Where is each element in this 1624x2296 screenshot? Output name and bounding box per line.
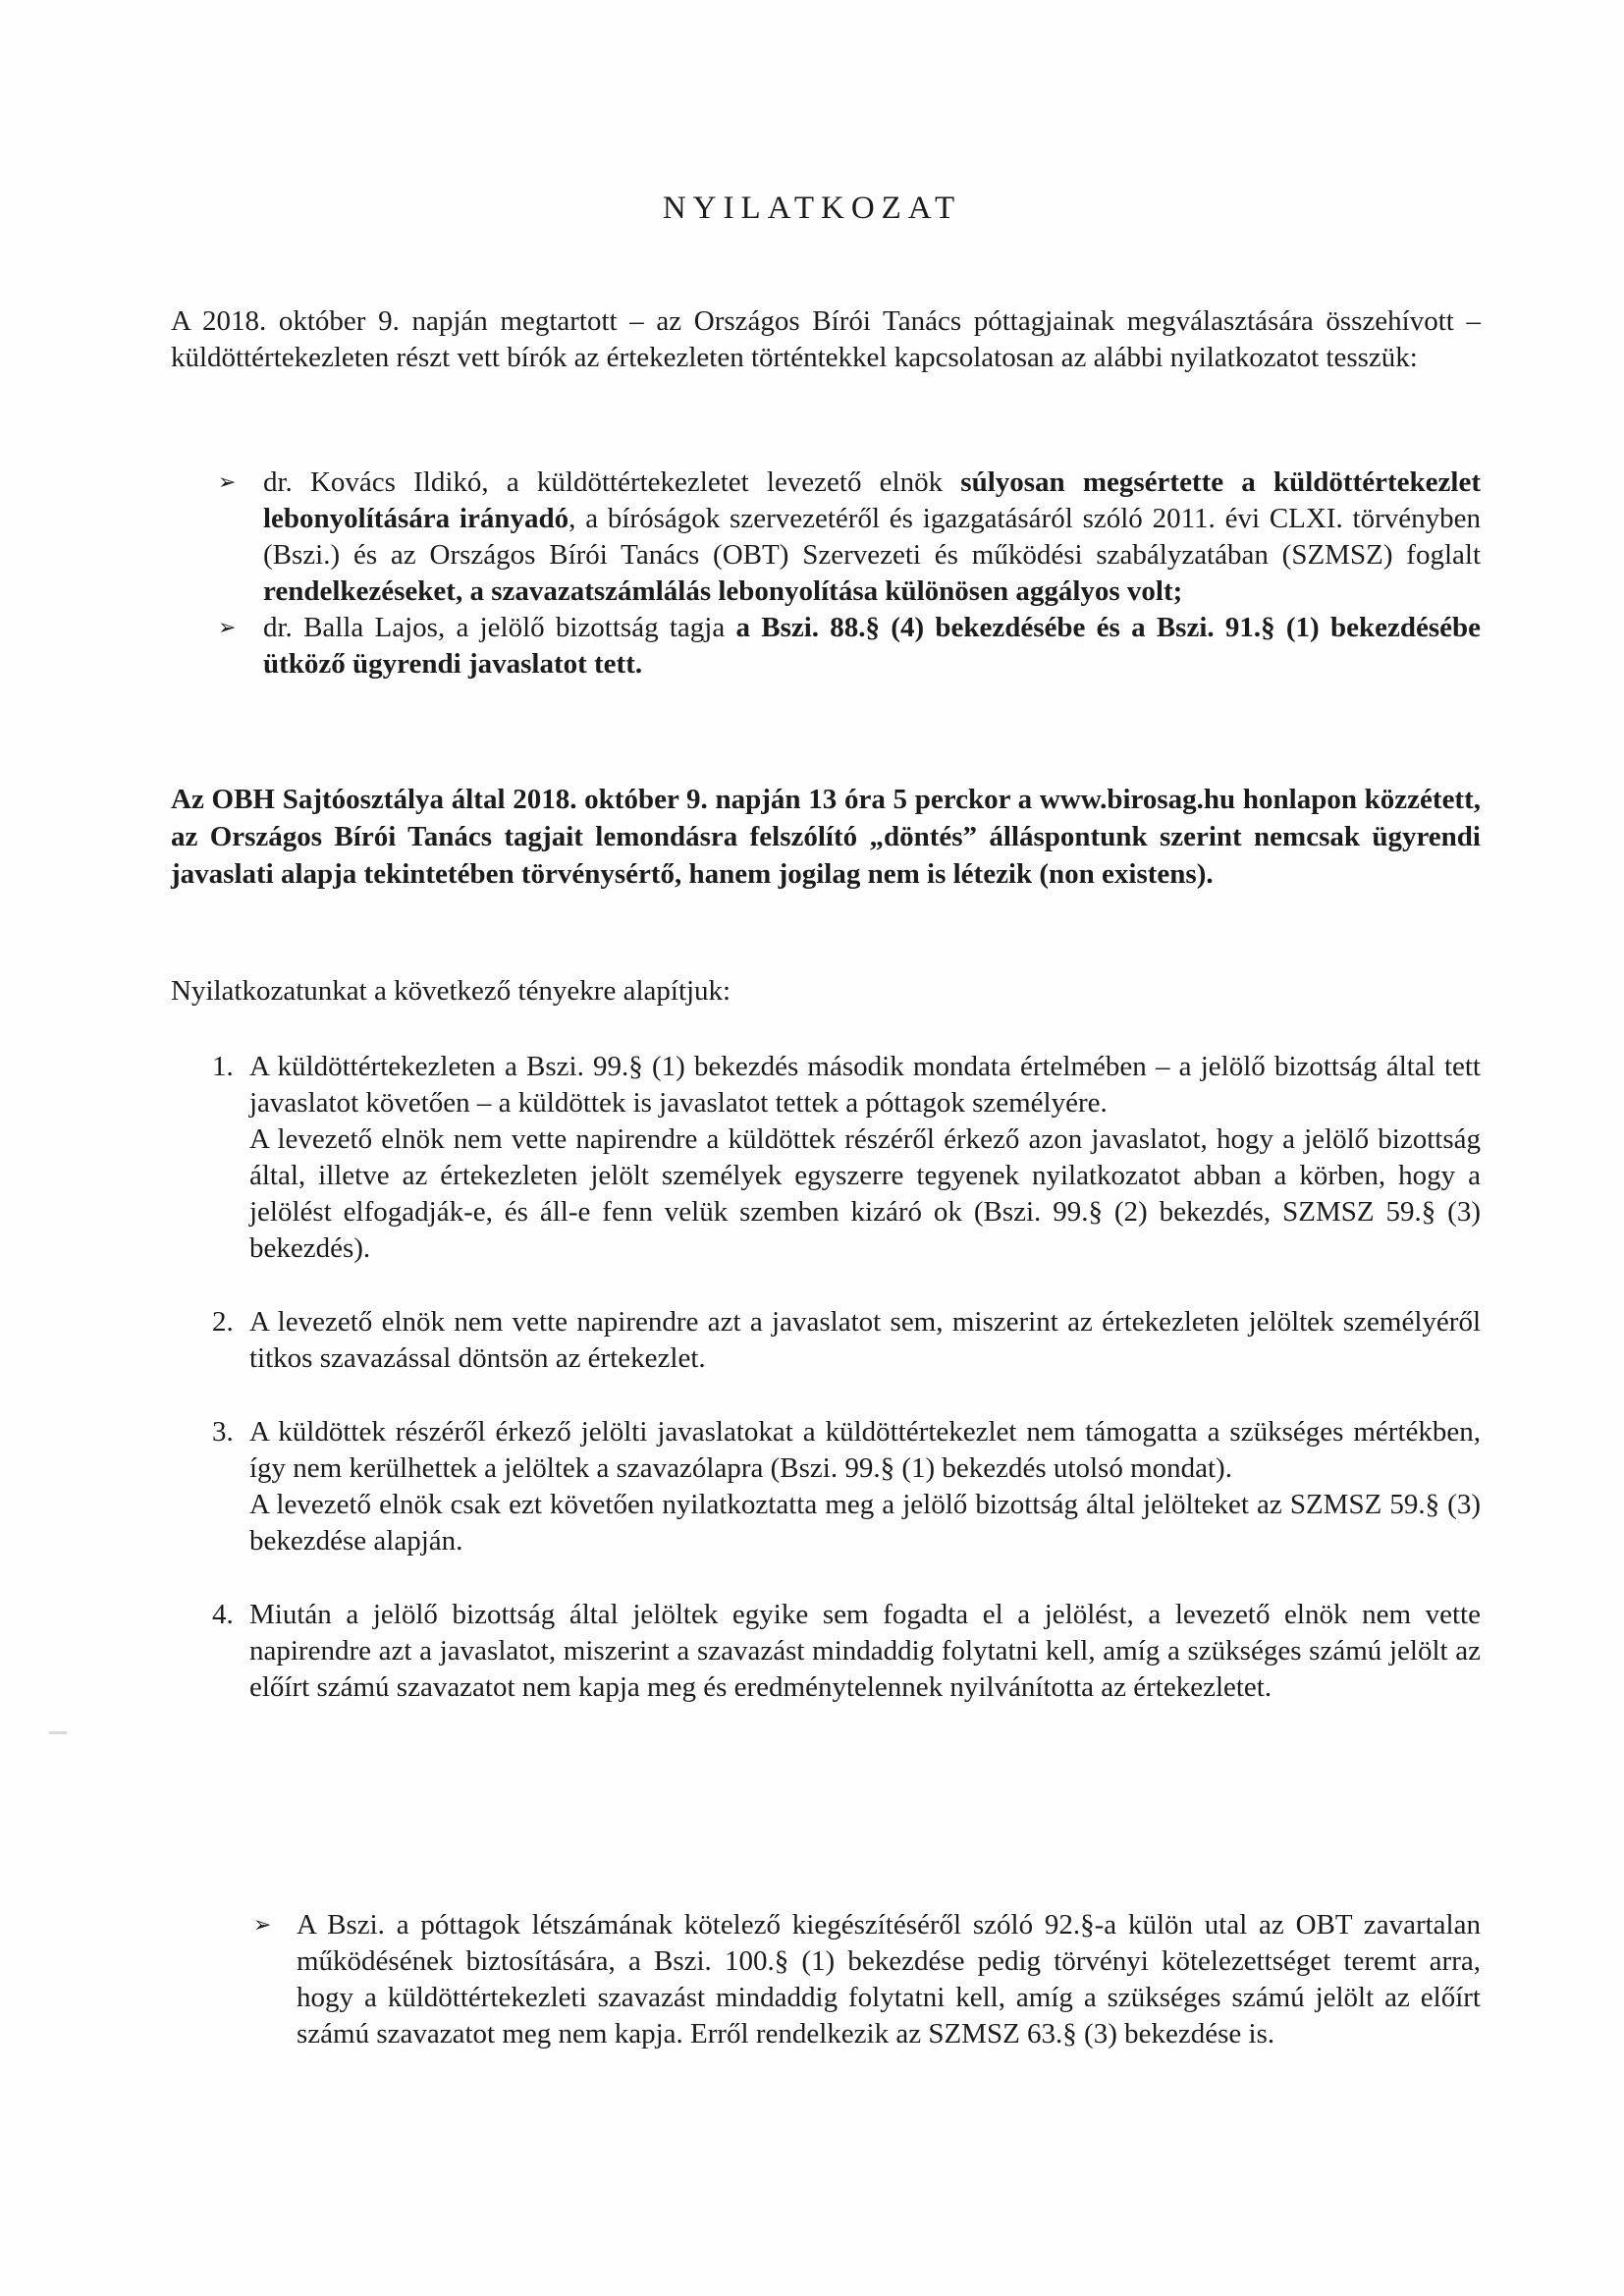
- arrow-bullet-icon: ➢: [253, 1913, 272, 1938]
- item-number: 3.: [212, 1416, 234, 1448]
- arrow-bullet-icon: ➢: [218, 470, 237, 495]
- list-item: [253, 1907, 1481, 2052]
- item-paragraph: A levezető elnök nem vette napirendre a küldöttek részéről érkező azon javaslatot, hogy a jelölő bizottság által, illetve az értekezleten jelölt személyek egyszerre tegyenek nyilatkozatot abban a körben, hogy a jelölést elfogadják-e, és áll-e fenn velük szemben kizáró ok (Bszi. 99.§ (2) bekezdés, SZMSZ 59.§ (3) bekezdés).: [249, 1123, 1481, 1264]
- bullet-text: dr. Balla Lajos, a jelölő bizottság tagja: [263, 612, 736, 643]
- arrow-bullet-icon: ➢: [218, 616, 237, 640]
- bullet-list-legal-basis: [253, 1907, 1481, 2052]
- bullet-list-violations: [218, 465, 1481, 683]
- numbered-facts-list: [212, 1049, 1481, 1706]
- numbered-item: [212, 1597, 1481, 1706]
- item-number: 4.: [212, 1599, 234, 1630]
- bullet-text: , a bíróságok szervezetéről és igazgatásáról szóló 2011. évi CLXI. törvényben (Bszi.) és az Országos Bírói Tanács (OBT) Szervezeti és működési szabályzatában (SZMSZ) foglalt: [263, 503, 1481, 571]
- bullet-text: dr. Kovács Ildikó, a küldöttértekezletet levezető elnök: [263, 466, 961, 498]
- item-number: 1.: [212, 1051, 234, 1082]
- bullet-bold-text: súlyosan megsértette a küldöttértekezlet lebonyolítására irányadó: [263, 466, 1481, 534]
- statement-paragraph: Az OBH Sajtóosztálya által 2018. október 9. napján 13 óra 5 perckor a www.birosag.hu honlapon közzétett, az Országos Bírói Tanács tagjait lemondásra felszólító „döntés” álláspontunk szerint nemcsak ügyrendi javaslati alapja tekintetében törvénysértő, hanem jogilag nem is létezik (non existens).: [171, 784, 1481, 890]
- numbered-item: [212, 1049, 1481, 1267]
- list-item: [218, 465, 1481, 610]
- item-paragraph: A küldöttértekezleten a Bszi. 99.§ (1) bekezdés második mondata értelmében – a jelölő bizottság által tett javaslatot követően – a küldöttek is javaslatot tettek a póttagok személyére.: [249, 1051, 1481, 1119]
- item-paragraph: A levezető elnök nem vette napirendre azt a javaslatot sem, miszerint az értekezleten jelöltek személyéről titkos szavazással döntsön az értekezlet.: [249, 1306, 1481, 1374]
- item-paragraph: A levezető elnök csak ezt követően nyilatkoztatta meg a jelölő bizottság által jelölteket az SZMSZ 59.§ (3) bekezdése alapján.: [249, 1489, 1481, 1557]
- bullet-bold-text: a Bszi. 88.§ (4) bekezdésébe és a Bszi. 91.§ (1) bekezdésébe ütköző ügyrendi javaslatot tett.: [263, 612, 1481, 680]
- list-item: [218, 610, 1481, 683]
- bullet-bold-text: rendelkezéseket, a szavazatszámlálás lebonyolítása különösen aggályos volt;: [263, 575, 1183, 607]
- bullet-text: A Bszi. a póttagok létszámának kötelező kiegészítéséről szóló 92.§-a külön utal az OBT zavartalan működésének biztosítására, a Bszi. 100.§ (1) bekezdése pedig törvényi kötelezettséget teremt arra, hogy a küldöttértekezleti szavazást mindaddig folytatni kell, amíg a szükséges számú jelölt az előírt számú szavazatot meg nem kapja. Erről rendelkezik az SZMSZ 63.§ (3) bekezdése is.: [297, 1909, 1481, 2050]
- basis-intro: Nyilatkozatunkat a következő tényekre alapítjuk:: [171, 975, 731, 1007]
- numbered-item: [212, 1414, 1481, 1559]
- document-title: NYILATKOZAT: [662, 191, 962, 226]
- intro-paragraph: A 2018. október 9. napján megtartott – az Országos Bírói Tanács póttagjainak megválasztására összehívott – küldöttértekezleten részt vett bírók az értekezleten történtekkel kapcsolatosan az alábbi nyilatkozatot tesszük:: [171, 305, 1481, 373]
- item-paragraph: Miután a jelölő bizottság által jelöltek egyike sem fogadta el a jelölést, a levezető elnök nem vette napirendre azt a javaslatot, miszerint a szavazást mindaddig folytatni kell, amíg a szükséges számú jelölt az előírt számú szavazatot nem kapja meg és eredménytelennek nyilvánította az értekezletet.: [249, 1599, 1481, 1703]
- scan-speck: [49, 1731, 67, 1734]
- item-number: 2.: [212, 1306, 234, 1338]
- item-paragraph: A küldöttek részéről érkező jelölti javaslatokat a küldöttértekezlet nem támogatta a szükséges mértékben, így nem kerülhettek a jelöltek a szavazólapra (Bszi. 99.§ (1) bekezdés utolsó mondat).: [249, 1416, 1481, 1484]
- numbered-item: [212, 1304, 1481, 1377]
